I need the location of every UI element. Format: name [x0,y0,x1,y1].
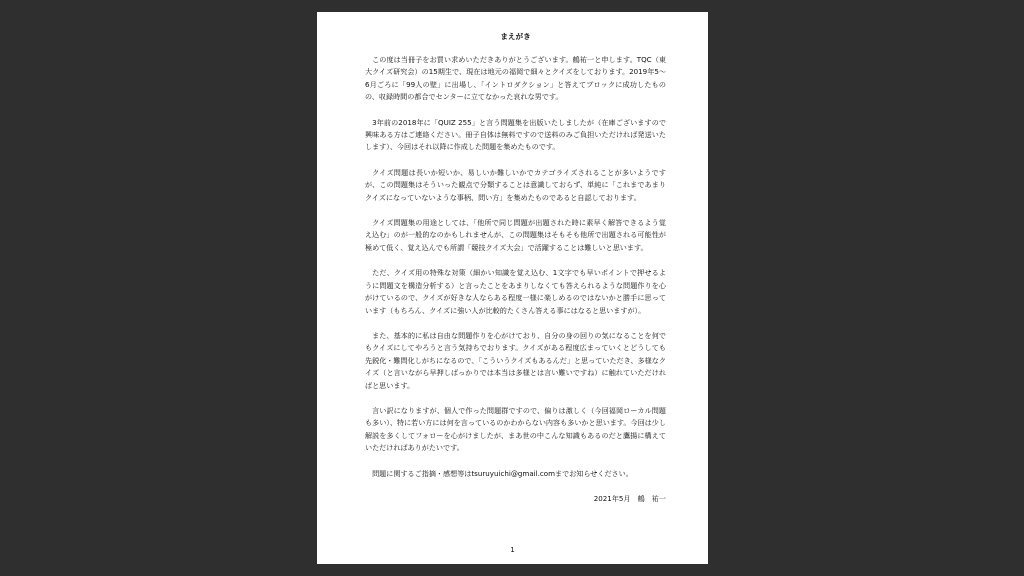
paragraph-6: また、基本的に私は自由な問題作りを心がけており、自分の身の回りの気になることを何でもクイズにしてやろうと言う気持ちでおります。クイズがある程度広まっていくとどうしても先鋭化・難問化しがちになるので、「こういうクイズもあるんだ」と思っていただき、多様なクイズ（と言いながら早押しばっかりでは本当は多様とは言い難いですね）に触れていただければと思います。 [365,330,666,390]
paragraph-3: クイズ問題は長いか短いか、易しいか難しいかでカテゴライズされることが多いようですが、この問題集はそういった観点で分類することは意識しておらず、単純に「これまであまりクイズになっていないような事柄、問い方」を集めたものであると自認しております。 [365,167,666,202]
paragraph-4: クイズ問題集の用途としては、「他所で同じ問題が出題された時に素早く解答できるよう覚え込む」のが一般的なのかもしれませんが、この問題集はそもそも他所で出題される可能性が極めて低く、覚え込んでも所謂「競技クイズ大会」で活躍することは難しいと思います。 [365,218,666,252]
page-number: 1 [510,545,515,554]
paragraph-2: 3年前の2018年に「QUIZ 255」と言う問題集を出版いたしましたが（在庫ございますので興味ある方はご連絡ください。冊子自体は無料ですので送料のみご負担いただければ発送いたします）、今回はそれ以降に作成した問題を集めたものです。 [365,117,666,152]
paragraph-1: この度は当冊子をお買い求めいただきありがとうございます。鶴祐一と申します。TQC（東大クイズ研究会）の15期生で、現在は地元の福岡で細々とクイズをしております。2019年5〜6月ごろに「99人の壁」に出場し、「イントロダクション」と答えてブロックに成功したものの、収録時間の都合でセンターに立てなかった哀れな男です。 [365,55,666,102]
document-page [317,12,708,564]
paragraph-8: 問題に関するご指摘・感想等はtsuruyuichi@gmail.comまでお知らせください。 [372,468,633,478]
page-title: まえがき [500,32,531,41]
paragraph-5: ただ、クイズ用の特殊な対策（細かい知識を覚え込む、1文字でも早いポイントで押せるように問題文を構造分析する）と言ったことをあまりしなくても答えられるような問題作りを心がけているので、クイズが好きな人ならある程度一様に楽しめるのではないかと勝手に思っています（もちろん、クイズに強い人が比較的たくさん答える事にはなると思いますが）。 [365,268,666,315]
paragraph-7: 言い訳になりますが、個人で作った問題群ですので、偏りは激しく（今回福岡ローカル問題も多い）、特に若い方には何を言っているのかわからない内容も多いかと思います。今回は少し解説を多くしてフォローを心がけましたが、まあ世の中こんな知識もあるのだと鷹揚に構えていただければありがたいです。 [365,405,666,453]
signature: 2021年5月 鶴 祐一 [593,493,666,503]
